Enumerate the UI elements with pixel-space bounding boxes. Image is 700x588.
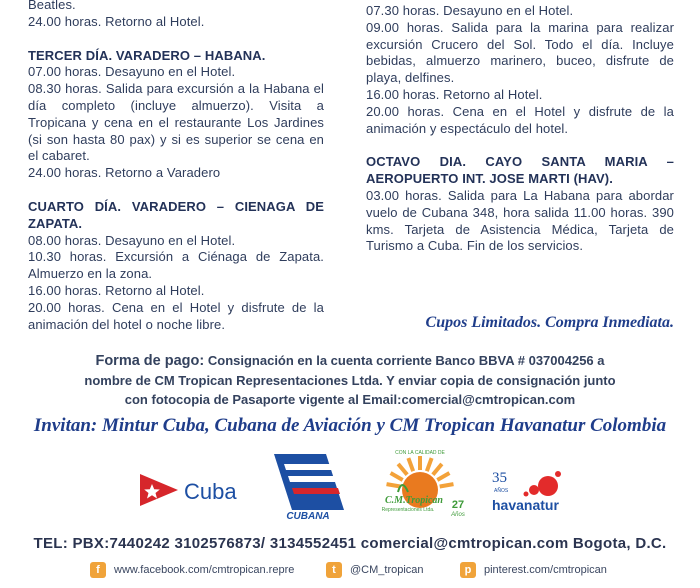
payment-line-3: con fotocopia de Pasaporte vigente al Email:comercial@cmtropican.com [124,392,576,407]
havanatur-logo [490,466,570,524]
payment-line-2: nombre de CM Tropican Representaciones Ltda. Y enviar copia de consignación junto [84,373,616,388]
day3-title: TERCER DÍA. VARADERO – HABANA. [28,47,266,63]
itinerary-line: 10.30 horas. Excursión a Ciénaga de Zapata. Almuerzo en la zona. [28,249,324,282]
cubana-logo [266,452,350,522]
cuba-logo [138,466,248,516]
itinerary-line: Beatles. [28,0,76,12]
itinerary-line: 08.00 horas. Desayuno en el Hotel. [28,232,236,248]
itinerary-line: 20.00 horas. Cena en el Hotel y disfrute de la animación del hotel o noche libre. [28,299,324,332]
payment-label: Forma de pago: [95,353,205,369]
itinerary-line: 07.30 horas. Desayuno en el Hotel. [366,3,574,18]
cuba-flag-icon [138,466,248,516]
sun-icon [368,448,472,522]
itinerary-line: 16.00 horas. Retorno al Hotel. [28,282,205,298]
havanatur-dots-icon [490,466,570,524]
pinterest-url: pinterest.com/cmtropican [484,564,607,576]
itinerary-line: 20.00 horas. Cena en el Hotel y disfrute de la animación y espectáculo del hotel. [366,103,674,136]
cm-tropican-logo [368,448,472,522]
payment-text: Consignación en la cuenta corriente Banco BBVA # 037004256 a [207,353,605,368]
cmt-years-label: Años [451,512,465,518]
payment-info [40,351,660,409]
facebook-link[interactable] [90,562,294,578]
limited-seats-notice: Cupos Limitados. Compra Inmediata. [425,314,674,331]
itinerary-line: 16.00 horas. Retorno al Hotel. [366,86,543,102]
pinterest-icon: p [460,562,476,578]
day4-title: CUARTO DÍA. VARADERO – CIENAGA DE ZAPATA. [28,198,324,231]
social-links [0,558,700,580]
payment-line-1 [40,351,660,371]
itinerary-left-column [28,0,324,333]
itinerary-line: 24.00 horas. Retorno a Varadero [28,165,221,181]
cmt-top-text: CON LA CALIDAD DE [395,450,445,456]
itinerary-line: 07.00 horas. Desayuno en el Hotel. [28,64,236,80]
itinerary-line: 09.00 horas. Salida para la marina para realizar excursión Crucero del Sol. Todo el día. Incluye bebidas, almuerzo marinero, buceo, disfrute de playa, delfines. [366,19,674,86]
cuba-logo-text: Cuba [184,479,237,504]
havanatur-anniversary-number: 35 [492,470,507,486]
pinterest-link[interactable] [460,562,607,578]
contact-line: TEL: PBX:7440242 3102576873/ 3134552451 comercial@cmtropican.com Bogota, D.C. [33,535,667,552]
twitter-icon: t [326,562,342,578]
itinerary-line: 08.30 horas. Salida para excursión a la Habana el día completo (incluye almuerzo). Visita a Tropicana y cena en el restaurante Los Jardines (si son hasta 80 pax) y si es superior se cena en el cabaret. [28,81,324,164]
twitter-link[interactable] [326,562,424,578]
havanatur-logo-text: havanatur [492,497,559,513]
itinerary-line: 03.00 horas. Salida para La Habana para abordar vuelo de Cubana 348, hora salida 11.00 horas. 390 kms. Tarjeta de Asistencia Médica, Tarjeta de Turismo a Cuba. Fin de los servicios. [366,187,674,254]
havanatur-anniversary-label: AÑOS [494,488,509,494]
cubana-plane-tail-icon [266,452,350,522]
itinerary-right-column [366,3,674,255]
twitter-handle: @CM_tropican [350,564,424,576]
invitation-line: Invitan: Mintur Cuba, Cubana de Aviación y CM Tropican Havanatur Colombia [33,415,667,436]
facebook-icon: f [90,562,106,578]
day8-title: OCTAVO DIA. CAYO SANTA MARIA – AEROPUERTO INT. JOSE MARTI (HAV). [366,154,674,187]
facebook-url: www.facebook.com/cmtropican.repre [114,564,295,576]
cmt-sub-text: Representaciones Ltda. [381,507,435,513]
cubana-logo-text: CUBANA [286,511,330,522]
itinerary-line: 24.00 horas. Retorno al Hotel. [28,13,205,29]
cmt-years-number: 27 [451,499,465,511]
cmt-logo-text: C.M.Tropican [385,495,443,506]
